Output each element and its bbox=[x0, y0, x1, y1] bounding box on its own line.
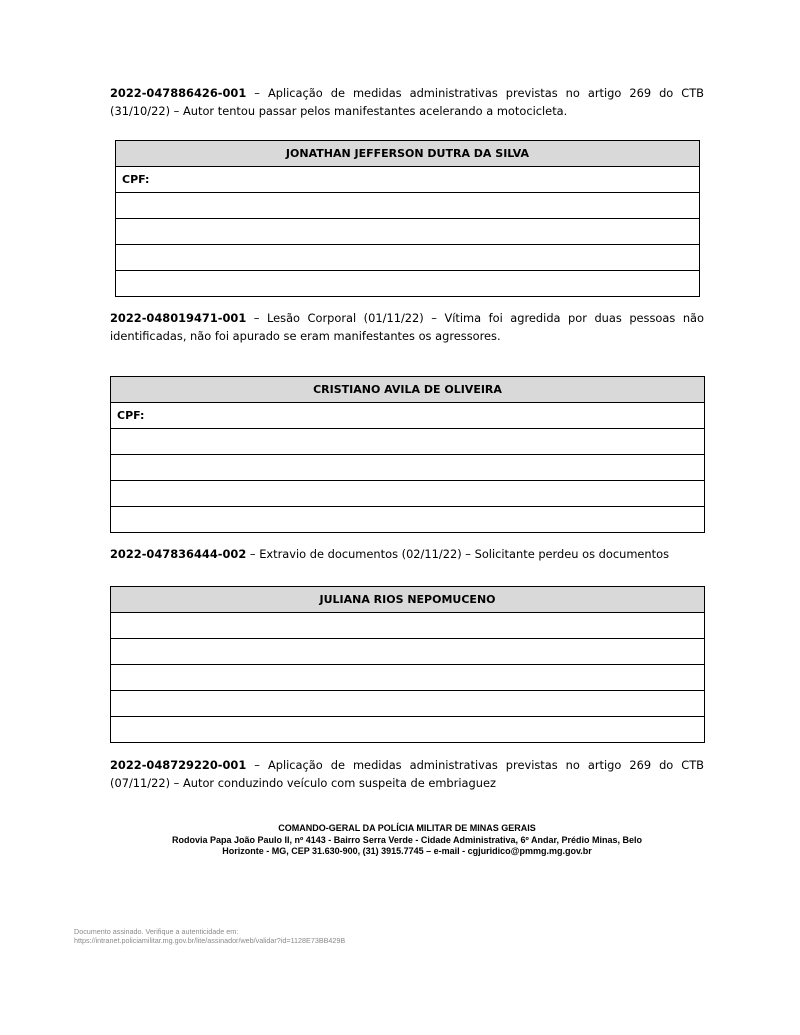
occurrence-number: 2022-048019471-001 bbox=[110, 311, 247, 325]
person-table-2 bbox=[110, 376, 705, 533]
table-empty-row bbox=[111, 639, 705, 665]
occurrence-record-2 bbox=[110, 309, 704, 345]
cpf-label: CPF: bbox=[111, 403, 705, 429]
footer-contact: Horizonte - MG, CEP 31.630-900, (31) 3915.7745 – e-mail - cgjuridico@pmmg.mg.gov.br bbox=[222, 846, 592, 856]
table-empty-row bbox=[116, 193, 700, 219]
table-empty-row bbox=[111, 665, 705, 691]
signature-validation-link[interactable]: https://intranet.policiamilitar.mg.gov.br/lite/assinador/web/validar?id=1128E73BB429B bbox=[74, 936, 346, 945]
page-footer bbox=[100, 823, 714, 858]
person-name: JULIANA RIOS NEPOMUCENO bbox=[111, 587, 705, 613]
occurrence-description: – Extravio de documentos (02/11/22) – Solicitante perdeu os documentos bbox=[246, 547, 670, 561]
person-name: CRISTIANO AVILA DE OLIVEIRA bbox=[111, 377, 705, 403]
occurrence-description: – Lesão Corporal (01/11/22) – Vítima foi agredida por duas pessoas não identificadas, não foi apurado se eram manifestantes os agressores. bbox=[110, 311, 704, 343]
table-empty-row bbox=[116, 245, 700, 271]
occurrence-record-1 bbox=[110, 84, 704, 120]
person-table-1 bbox=[115, 140, 700, 297]
table-empty-row bbox=[111, 455, 705, 481]
occurrence-record-3 bbox=[110, 545, 704, 563]
table-empty-row bbox=[111, 507, 705, 533]
occurrence-description: – Aplicação de medidas administrativas previstas no artigo 269 do CTB (07/11/22) – Autor conduzindo veículo com suspeita de embriaguez bbox=[110, 758, 704, 790]
table-empty-row bbox=[111, 717, 705, 743]
signature-note bbox=[74, 927, 345, 945]
signature-text: Documento assinado. Verifique a autenticidade em: bbox=[74, 927, 239, 936]
footer-address: Rodovia Papa João Paulo II, nº 4143 - Bairro Serra Verde - Cidade Administrativa, 6º Andar, Prédio Minas, Belo bbox=[171, 834, 643, 845]
occurrence-number: 2022-048729220-001 bbox=[110, 758, 247, 772]
occurrence-description: – Aplicação de medidas administrativas previstas no artigo 269 do CTB (31/10/22) – Autor tentou passar pelos manifestantes acelerando a motocicleta. bbox=[110, 86, 704, 118]
table-empty-row bbox=[116, 219, 700, 245]
table-empty-row bbox=[111, 691, 705, 717]
table-empty-row bbox=[111, 429, 705, 455]
occurrence-number: 2022-047886426-001 bbox=[110, 86, 247, 100]
occurrence-record-4 bbox=[110, 756, 704, 792]
occurrence-number: 2022-047836444-002 bbox=[110, 547, 247, 561]
table-empty-row bbox=[116, 271, 700, 297]
person-name: JONATHAN JEFFERSON DUTRA DA SILVA bbox=[116, 141, 700, 167]
person-table-3 bbox=[110, 586, 705, 743]
table-empty-row bbox=[111, 613, 705, 639]
footer-institution: COMANDO-GERAL DA POLÍCIA MILITAR DE MINAS GERAIS bbox=[278, 823, 536, 833]
table-empty-row bbox=[111, 481, 705, 507]
cpf-label: CPF: bbox=[116, 167, 700, 193]
